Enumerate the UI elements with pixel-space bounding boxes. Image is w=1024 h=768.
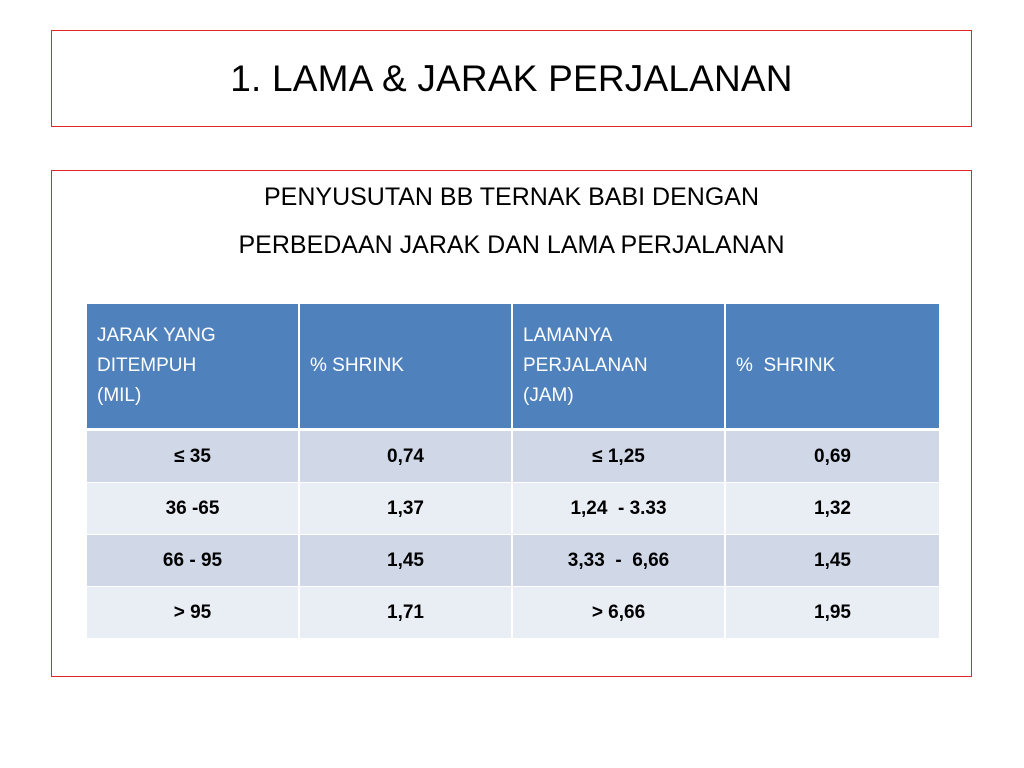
subtitle-line-1: PENYUSUTAN BB TERNAK BABI DENGAN — [263, 183, 760, 211]
header-lama: LAMANYA PERJALANAN (JAM) — [513, 304, 726, 431]
table-row — [87, 431, 939, 483]
cell-shrink-jarak: 1,45 — [300, 535, 513, 587]
cell-jarak: ≤ 35 — [87, 431, 300, 483]
cell-shrink-lama: 1,32 — [726, 483, 939, 535]
cell-jarak: 66 - 95 — [87, 535, 300, 587]
cell-jarak: 36 -65 — [87, 483, 300, 535]
table-row — [87, 535, 939, 587]
cell-shrink-lama: 1,95 — [726, 587, 939, 639]
slide-title: 1. LAMA & JARAK PERJALANAN — [230, 57, 793, 99]
cell-shrink-jarak: 1,37 — [300, 483, 513, 535]
header-jarak: JARAK YANG DITEMPUH (MIL) — [87, 304, 300, 431]
table-header-row — [87, 304, 939, 431]
cell-lama: ≤ 1,25 — [513, 431, 726, 483]
subtitle-line-2: PERBEDAAN JARAK DAN LAMA PERJALANAN — [238, 231, 785, 259]
table-row — [87, 587, 939, 639]
cell-shrink-lama: 1,45 — [726, 535, 939, 587]
cell-lama: > 6,66 — [513, 587, 726, 639]
cell-jarak: > 95 — [87, 587, 300, 639]
header-shrink-jarak: % SHRINK — [300, 304, 513, 431]
header-shrink-lama: % SHRINK — [726, 304, 939, 431]
cell-shrink-lama: 0,69 — [726, 431, 939, 483]
cell-shrink-jarak: 0,74 — [300, 431, 513, 483]
cell-lama: 3,33 - 6,66 — [513, 535, 726, 587]
shrink-table — [87, 304, 939, 639]
content-box — [51, 170, 972, 677]
cell-shrink-jarak: 1,71 — [300, 587, 513, 639]
title-box — [51, 30, 972, 127]
cell-lama: 1,24 - 3.33 — [513, 483, 726, 535]
table-row — [87, 483, 939, 535]
